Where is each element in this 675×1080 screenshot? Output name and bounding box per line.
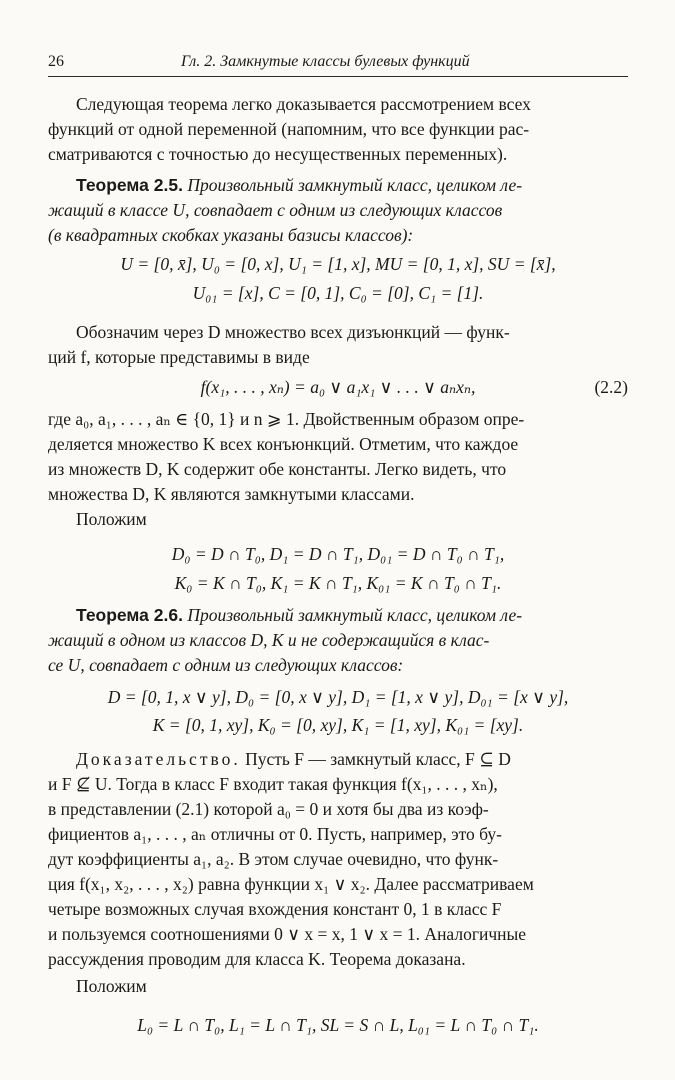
page-number: 26	[48, 53, 64, 70]
formula-classes-dk-line2: K = [0, 1, xy], K₀ = [0, xy], K₁ = [1, xy], K₀₁ = [xy].	[152, 715, 524, 735]
proof-text: четыре возможных случая вхождения констант 0, 1 в класс F	[48, 899, 502, 919]
text-line: сматриваются с точностью до несущественных переменных).	[48, 144, 508, 164]
formula-final: L₀ = L ∩ T₀, L₁ = L ∩ T₁, SL = S ∩ L, L₀₁ = L ∩ T₀ ∩ T₁.	[137, 1015, 539, 1035]
running-title: Гл. 2. Замкнутые классы булевых функций	[181, 53, 470, 70]
proof-text: ция f(x₁, x₂, . . . , x₂) равна функции x₁ ∨ x₂. Далее рассматриваем	[48, 874, 534, 894]
text-line: Следующая теорема легко доказывается рассмотрением всех	[76, 94, 531, 114]
theorem-text: жащий в одном из классов D, K и не содержащийся в клас-	[48, 630, 490, 650]
equation-number: (2.2)	[594, 377, 628, 397]
formula-2-2-body: f(x₁, . . . , xₙ) = a₀ ∨ a₁x₁ ∨ . . . ∨ aₙxₙ,	[200, 377, 476, 397]
proof-label: Доказательство.	[76, 749, 241, 769]
proof-text: в представлении (2.1) которой a₀ = 0 и хотя бы два из коэф-	[48, 799, 489, 819]
theorem-2-5	[48, 173, 628, 248]
page-header	[48, 52, 628, 77]
proof-text: Пусть F — замкнутый класс, F ⊆ D	[240, 749, 511, 769]
text-line: из множеств D, K содержит обе константы. Легко видеть, что	[48, 459, 507, 479]
theorem-text: се U, совпадает с одним из следующих классов:	[48, 655, 404, 675]
text-line: Положим	[76, 976, 147, 996]
theorem-text: Произвольный замкнутый класс, целиком ле-	[182, 605, 523, 625]
theorem-label: Теорема 2.6.	[76, 605, 183, 625]
text-line: множества D, K являются замкнутыми классами.	[48, 484, 415, 504]
polozhim-2	[48, 974, 628, 999]
text-line: деляется множество K всех конъюнкций. Отметим, что каждое	[48, 434, 519, 454]
formula-dk-line2: K₀ = K ∩ T₀, K₁ = K ∩ T₁, K₀₁ = K ∩ T₀ ∩ T₁.	[174, 573, 502, 593]
proof-text: и F ⊈ U. Тогда в класс F входит такая функция f(x₁, . . . , xₙ),	[48, 774, 498, 794]
formula-classes-u-line2: U₀₁ = [x], C = [0, 1], C₀ = [0], C₁ = [1].	[192, 283, 484, 303]
definitions-paragraph	[48, 407, 628, 507]
formula-dk-line1: D₀ = D ∩ T₀, D₁ = D ∩ T₁, D₀₁ = D ∩ T₀ ∩ T₁,	[171, 544, 505, 564]
theorem-text: (в квадратных скобках указаны базисы классов):	[48, 225, 414, 245]
theorem-text: Произвольный замкнутый класс, целиком ле-	[182, 175, 523, 195]
theorem-text: жащий в классе U, совпадает с одним из следующих классов	[48, 200, 503, 220]
text-line: Обозначим через D множество всех дизъюнкций — функ-	[76, 322, 510, 342]
proof-text: фициентов a₁, . . . , aₙ отличны от 0. Пусть, например, это бу-	[48, 824, 503, 844]
disjunctions-paragraph	[48, 320, 628, 370]
text-line: где a₀, a₁, . . . , aₙ ∈ {0, 1} и n ⩾ 1. Двойственным образом опре-	[48, 409, 525, 429]
text-line: Положим	[76, 509, 147, 529]
text-line: функций от одной переменной (напомним, что все функции рас-	[48, 119, 530, 139]
proof-text: и пользуемся соотношениями 0 ∨ x = x, 1 ∨ x = 1. Аналогичные	[48, 924, 527, 944]
proof-text: дут коэффициенты a₁, a₂. В этом случае очевидно, что функ-	[48, 849, 499, 869]
formula-classes-dk-line1: D = [0, 1, x ∨ y], D₀ = [0, x ∨ y], D₁ = [1, x ∨ y], D₀₁ = [x ∨ y],	[107, 687, 569, 707]
theorem-label: Теорема 2.5.	[76, 175, 183, 195]
formula-classes-u-line1: U = [0, x̄], U₀ = [0, x], U₁ = [1, x], MU = [0, 1, x], SU = [x̄],	[120, 254, 556, 274]
proof-paragraph	[48, 747, 628, 972]
theorem-2-6	[48, 603, 628, 678]
polozhim-1	[48, 507, 628, 532]
text-line: ций f, которые представимы в виде	[48, 347, 310, 367]
intro-paragraph	[48, 92, 628, 167]
formula-2-2	[48, 375, 628, 400]
proof-text: рассуждения проводим для класса K. Теорема доказана.	[48, 949, 466, 969]
